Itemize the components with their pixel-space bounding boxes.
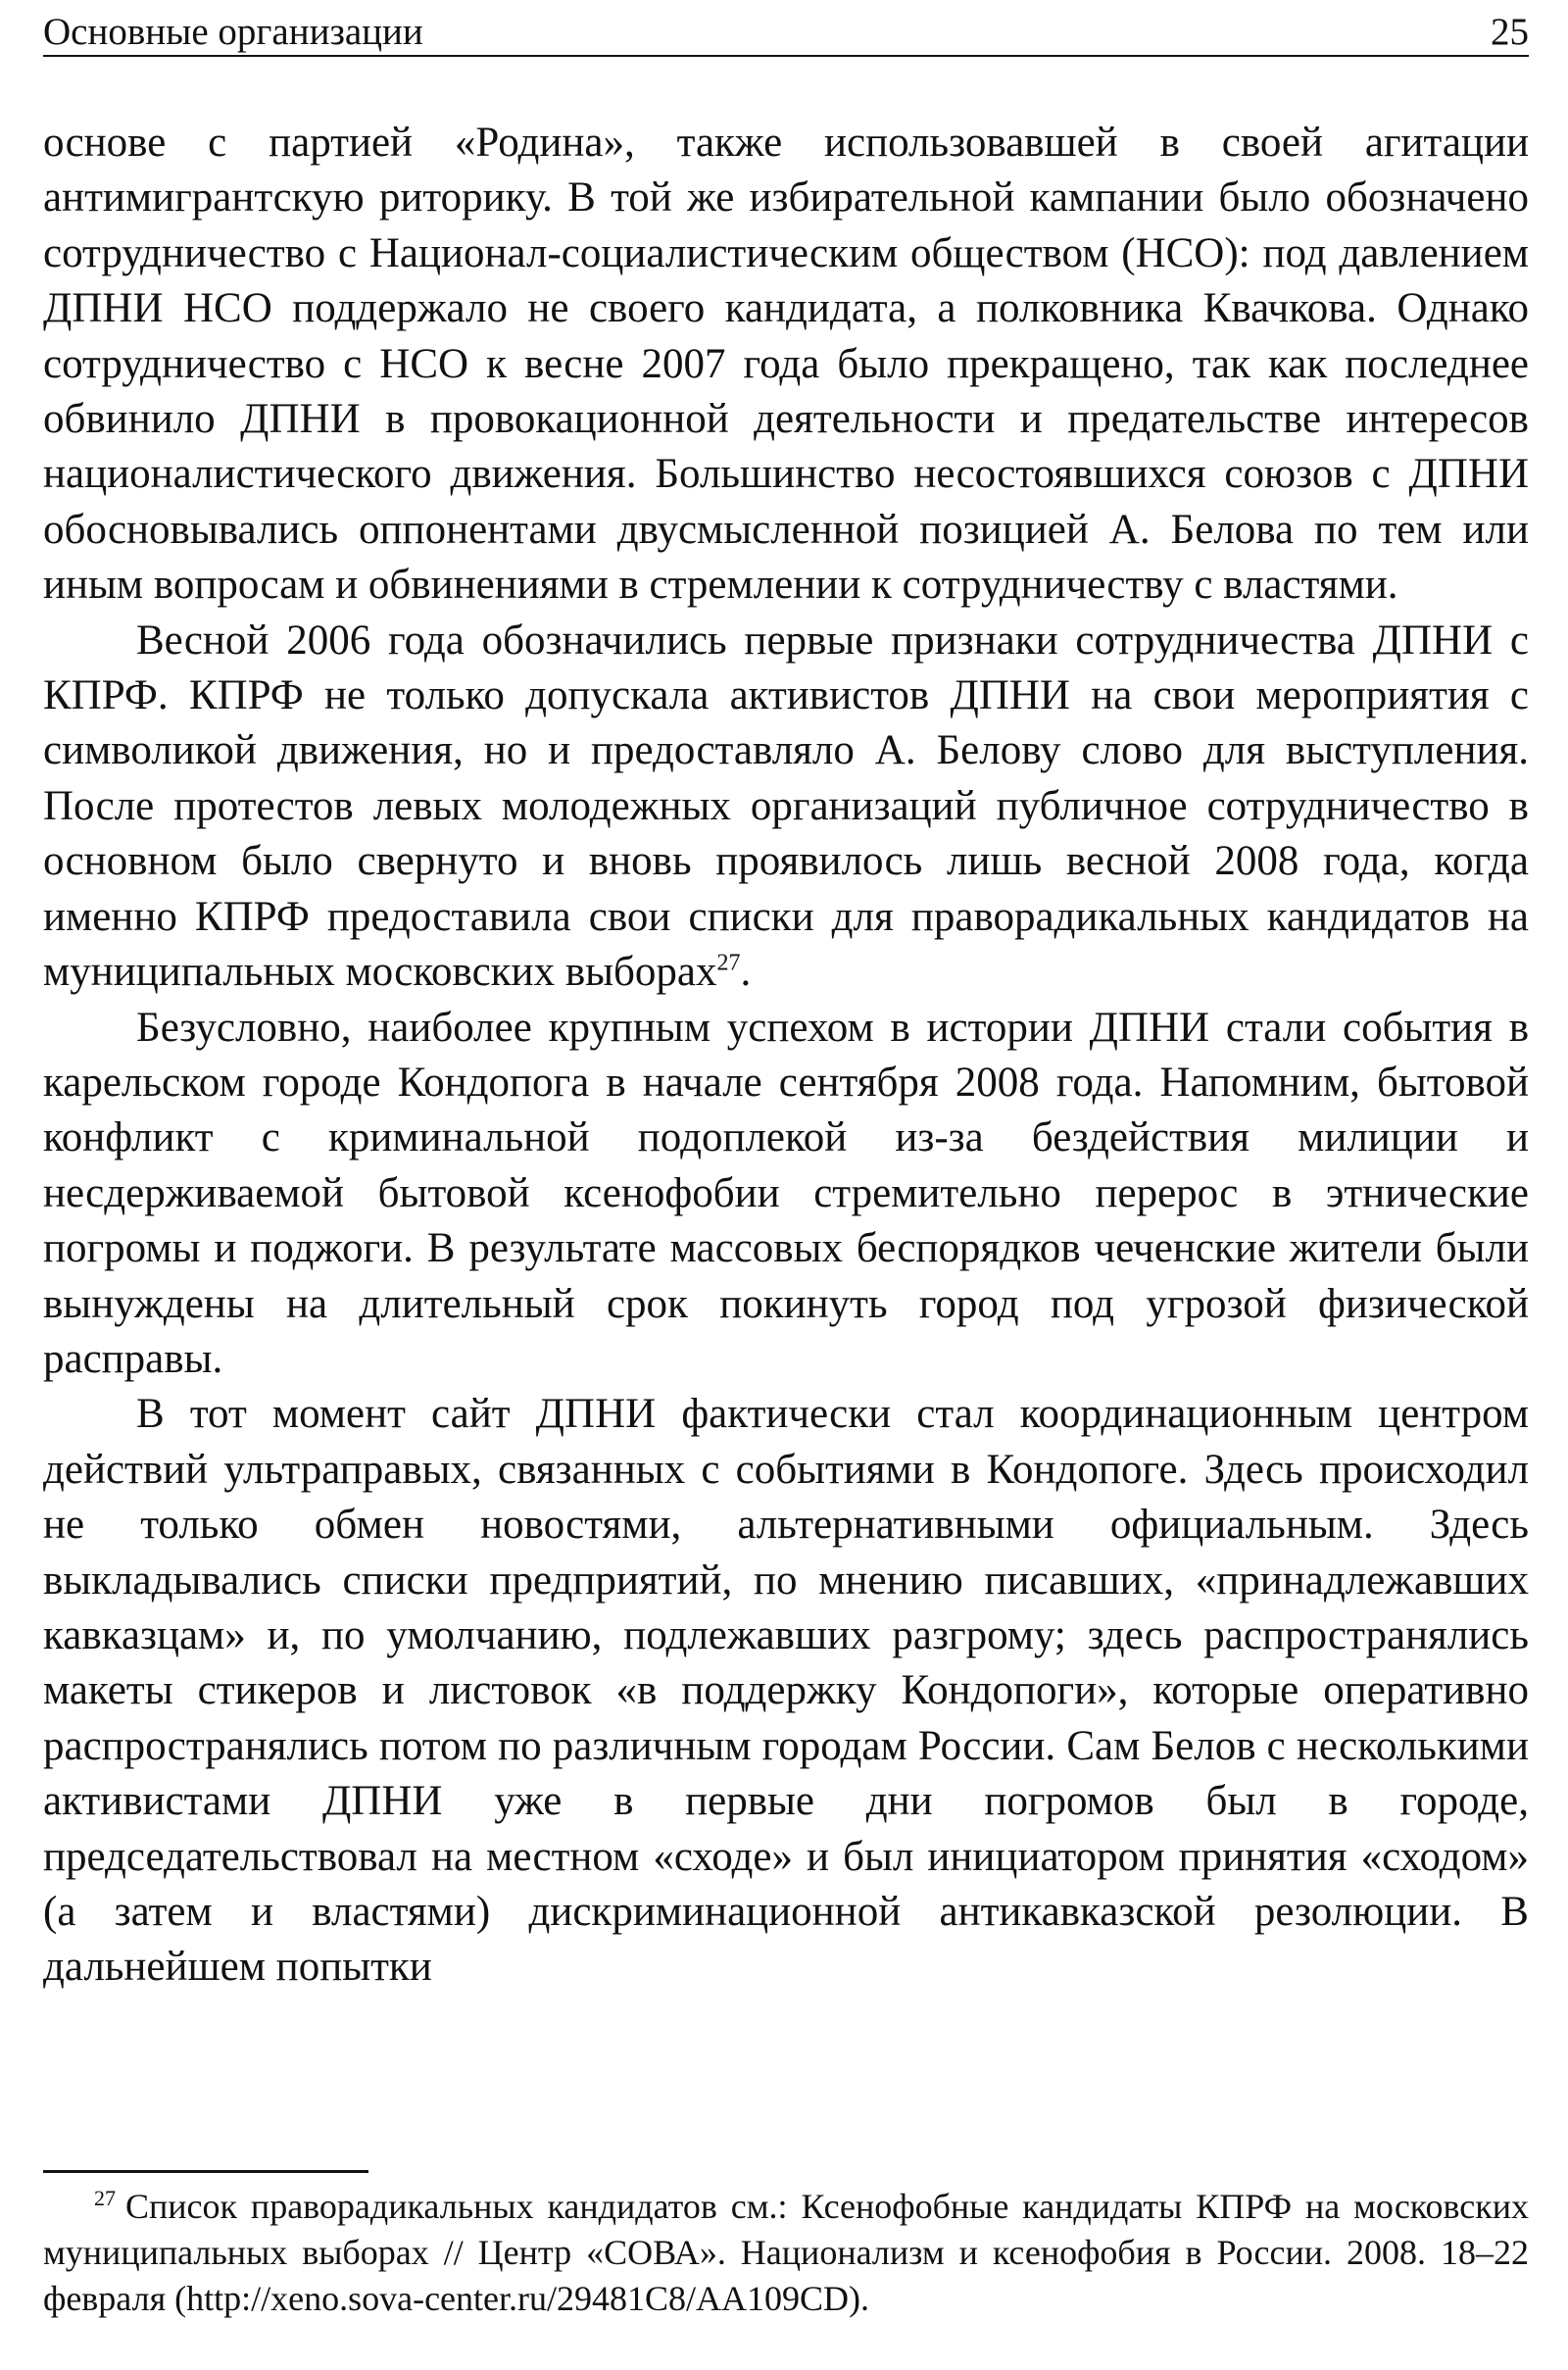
paragraph: [43, 1387, 1529, 1995]
footnote: [43, 2184, 1529, 2322]
paragraph-text: Весной 2006 года обозначились первые признаки сотрудничества ДПНИ с КПРФ. КПРФ не только допускала активистов ДПНИ на свои мероприятия с символикой движения, но и предоставляло А. Белову слово для выступления. После протестов левых молодежных организаций публичное сотрудничество в основном было свернуто и вновь проявилось лишь весной 2008 года, когда именно КПРФ предоставила свои списки для праворадикальных кандидатов на муниципальных московских выборах: [43, 617, 1529, 996]
running-header-title: Основные организации: [43, 11, 423, 53]
paragraph-text: Безусловно, наиболее крупным успехом в истории ДПНИ стали события в карельском городе Кондопога в начале сентября 2008 года. Напомним, бытовой конфликт с криминальной подоплекой из-за бездействия милиции и несдерживаемой бытовой ксенофобии стремительно перерос в этнические погромы и поджоги. В результате массовых беспорядков чеченские жители были вынуждены на длительный срок покинуть город под угрозой физической расправы.: [43, 1004, 1529, 1382]
paragraph-tail: .: [740, 949, 752, 996]
main-text: [43, 116, 1529, 1996]
paragraph-continued: [43, 116, 1529, 614]
paragraph-text: В тот момент сайт ДПНИ фактически стал координационным центром действий ультраправых, связанных с событиями в Кондопоге. Здесь происходил не только обмен новостями, альтернативными официальным. Здесь выкладывались списки предприятий, по мнению писавших, «принадлежавших кавказцам» и, по умолчанию, подлежавших разгрому; здесь распространялись макеты стикеров и листовок «в поддержку Кондопоги», которые оперативно распространялись потом по различным городам России. Сам Белов с несколькими активистами ДПНИ уже в первые дни погромов был в городе, председательствовал на местном «сходе» и был инициатором принятия «сходом» (а затем и властями) дискриминационной антикавказской резолюции. В дальнейшем попытки: [43, 1391, 1529, 1991]
paragraph: [43, 1001, 1529, 1388]
footnote-divider: [43, 2170, 368, 2173]
paragraph: [43, 614, 1529, 1001]
running-header: [43, 4, 1529, 57]
footnote-text: Список праворадикальных кандидатов см.: Ксенофобные кандидаты КПРФ на московских муниципальных выборах // Центр «СОВА». Национализм и ксенофобия в России. 2008. 18–22 февраля (http://xeno.sova-center.ru/29481C8/AA109CD).: [43, 2187, 1529, 2318]
page-number: 25: [1491, 11, 1529, 53]
paragraph-text: основе с партией «Родина», также использовавшей в своей агитации антимигрантскую риторику. В той же избирательной кампании было обозначено сотрудничество с Национал-социалистическим обществом (НСО): под давлением ДПНИ НСО поддержало не своего кандидата, а полковника Квачкова. Однако сотрудничество с НСО к весне 2007 года было прекращено, так как последнее обвинило ДПНИ в провокационной деятельности и предательстве интересов националистического движения. Большинство несостоявшихся союзов с ДПНИ обосновывались оппонентами двусмысленной позицией А. Белова по тем или иным вопросам и обвинениями в стремлении к сотрудничеству с властями.: [43, 120, 1529, 609]
footnote-reference[interactable]: 27: [716, 950, 741, 976]
footnote-mark: 27: [94, 2186, 116, 2210]
